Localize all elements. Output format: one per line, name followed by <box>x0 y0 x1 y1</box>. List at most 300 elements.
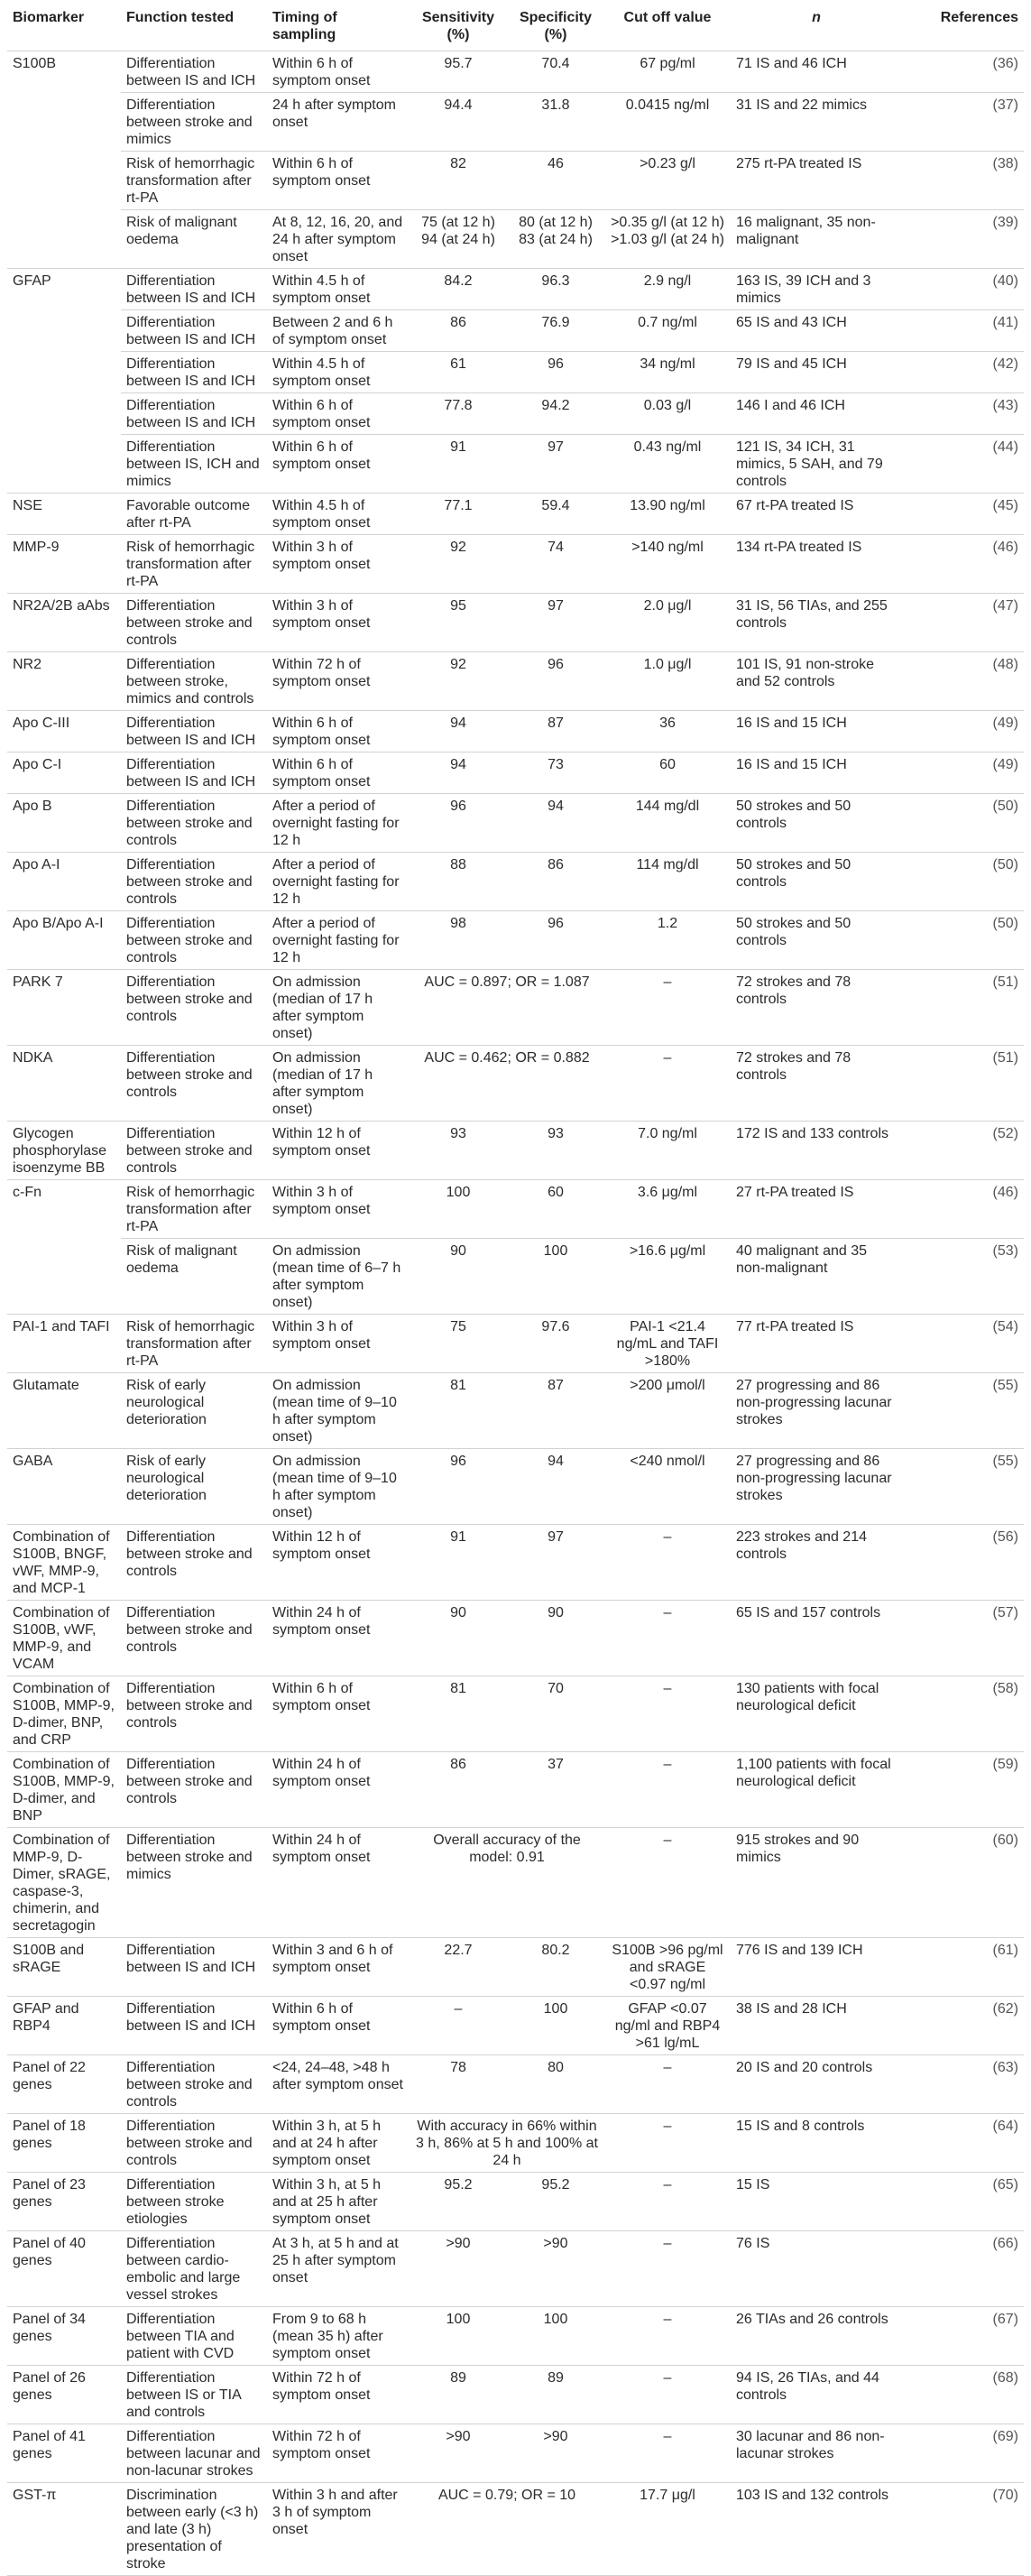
cell-n: 71 IS and 46 ICH <box>731 51 902 93</box>
cell-timing: Within 6 h of symptom onset <box>267 1997 410 2055</box>
cell-cutoff: – <box>604 1676 731 1752</box>
cell-n: 15 IS and 8 controls <box>731 2114 902 2173</box>
cell-reference: (54) <box>902 1315 1024 1373</box>
table-row <box>7 1676 1024 1752</box>
cell-sensitivity: 61 <box>410 352 507 393</box>
table-row <box>7 2114 1024 2173</box>
cell-cutoff: 17.7 μg/l <box>604 2483 731 2576</box>
cell-sensitivity-specificity: AUC = 0.897; OR = 1.087 <box>410 970 604 1046</box>
cell-timing: Within 6 h of symptom onset <box>267 752 410 794</box>
table-row <box>7 853 1024 911</box>
cell-reference: (64) <box>902 2114 1024 2173</box>
cell-reference: (60) <box>902 1828 1024 1938</box>
cell-timing: <24, 24–48, >48 h after symptom onset <box>267 2055 410 2114</box>
cell-biomarker: Panel of 41 genes <box>7 2424 121 2483</box>
cell-sensitivity-specificity: AUC = 0.462; OR = 0.882 <box>410 1046 604 1122</box>
cell-reference: (55) <box>902 1449 1024 1525</box>
cell-timing: At 8, 12, 16, 20, and 24 h after symptom onset <box>267 210 410 269</box>
cell-sensitivity-specificity: AUC = 0.79; OR = 10 <box>410 2483 604 2576</box>
cell-function: Differentiation between IS, ICH and mimics <box>121 435 267 494</box>
table-row <box>7 352 1024 393</box>
cell-reference: (46) <box>902 535 1024 594</box>
cell-sensitivity: 90 <box>410 1239 507 1315</box>
cell-timing: Within 6 h of symptom onset <box>267 51 410 93</box>
table-row <box>7 2483 1024 2576</box>
table-row <box>7 752 1024 794</box>
cell-sensitivity: 82 <box>410 152 507 210</box>
cell-function: Differentiation between stroke and controls <box>121 1601 267 1676</box>
cell-function: Risk of hemorrhagic transformation after rt-PA <box>121 1315 267 1373</box>
table-row <box>7 711 1024 752</box>
cell-biomarker: Panel of 34 genes <box>7 2307 121 2366</box>
cell-specificity: 70 <box>507 1676 604 1752</box>
cell-timing: After a period of overnight fasting for 12 h <box>267 911 410 970</box>
cell-function: Differentiation between stroke and controls <box>121 1046 267 1122</box>
cell-biomarker <box>7 210 121 269</box>
cell-reference: (46) <box>902 1180 1024 1239</box>
cell-biomarker: GST-π <box>7 2483 121 2576</box>
cell-biomarker: S100B and sRAGE <box>7 1938 121 1997</box>
cell-cutoff: – <box>604 2231 731 2307</box>
cell-n: 1,100 patients with focal neurological deficit <box>731 1752 902 1828</box>
cell-reference: (43) <box>902 393 1024 435</box>
cell-function: Discrimination between early (<3 h) and late (3 h) presentation of stroke <box>121 2483 267 2576</box>
cell-cutoff: 13.90 ng/ml <box>604 494 731 535</box>
cell-specificity: 96.3 <box>507 269 604 310</box>
header-function: Function tested <box>126 10 235 25</box>
cell-reference: (61) <box>902 1938 1024 1997</box>
cell-timing: Within 4.5 h of symptom onset <box>267 494 410 535</box>
cell-reference: (52) <box>902 1122 1024 1180</box>
cell-biomarker: Combination of S100B, vWF, MMP-9, and VCAM <box>7 1601 121 1676</box>
cell-cutoff: <240 nmol/l <box>604 1449 731 1525</box>
cell-function: Risk of malignant oedema <box>121 1239 267 1315</box>
cell-sensitivity: 94.4 <box>410 93 507 152</box>
cell-reference: (58) <box>902 1676 1024 1752</box>
cell-cutoff: 0.7 ng/ml <box>604 310 731 352</box>
table-row <box>7 269 1024 310</box>
cell-reference: (42) <box>902 352 1024 393</box>
cell-specificity: 95.2 <box>507 2173 604 2231</box>
header-timing: Timing of sampling <box>272 10 337 42</box>
cell-biomarker: GFAP <box>7 269 121 310</box>
cell-cutoff: PAI-1 <21.4 ng/mL and TAFI >180% <box>604 1315 731 1373</box>
table-header-row <box>7 9 1024 51</box>
cell-biomarker: c-Fn <box>7 1180 121 1239</box>
cell-reference: (56) <box>902 1525 1024 1601</box>
cell-biomarker: Combination of S100B, BNGF, vWF, MMP-9, and MCP-1 <box>7 1525 121 1601</box>
cell-timing: Within 6 h of symptom onset <box>267 1676 410 1752</box>
cell-sensitivity: 100 <box>410 2307 507 2366</box>
cell-biomarker: NSE <box>7 494 121 535</box>
cell-cutoff: – <box>604 1752 731 1828</box>
cell-reference: (36) <box>902 51 1024 93</box>
cell-sensitivity: 91 <box>410 1525 507 1601</box>
cell-timing: Within 3 h, at 5 h and at 25 h after symptom onset <box>267 2173 410 2231</box>
cell-function: Differentiation between stroke and mimics <box>121 1828 267 1938</box>
cell-function: Risk of early neurological deterioration <box>121 1373 267 1449</box>
cell-function: Risk of hemorrhagic transformation after rt-PA <box>121 1180 267 1239</box>
cell-function: Differentiation between IS and ICH <box>121 393 267 435</box>
cell-n: 16 malignant, 35 non-malignant <box>731 210 902 269</box>
cell-function: Differentiation between IS and ICH <box>121 310 267 352</box>
cell-specificity: 100 <box>507 2307 604 2366</box>
cell-specificity: 37 <box>507 1752 604 1828</box>
cell-n: 15 IS <box>731 2173 902 2231</box>
cell-specificity: 59.4 <box>507 494 604 535</box>
cell-n: 16 IS and 15 ICH <box>731 711 902 752</box>
cell-cutoff: 2.0 μg/l <box>604 594 731 652</box>
cell-sensitivity-specificity: With accuracy in 66% within 3 h, 86% at 5 h and 100% at 24 h <box>410 2114 604 2173</box>
cell-n: 38 IS and 28 ICH <box>731 1997 902 2055</box>
cell-cutoff: GFAP <0.07 ng/ml and RBP4 >61 lg/mL <box>604 1997 731 2055</box>
cell-timing: Within 3 h of symptom onset <box>267 1180 410 1239</box>
cell-n: 67 rt-PA treated IS <box>731 494 902 535</box>
cell-biomarker: Apo C-III <box>7 711 121 752</box>
cell-function: Differentiation between stroke and controls <box>121 1525 267 1601</box>
cell-cutoff: >140 ng/ml <box>604 535 731 594</box>
cell-n: 65 IS and 43 ICH <box>731 310 902 352</box>
cell-n: 223 strokes and 214 controls <box>731 1525 902 1601</box>
cell-cutoff: 1.0 μg/l <box>604 652 731 711</box>
cell-cutoff: >0.23 g/l <box>604 152 731 210</box>
cell-sensitivity: 95.2 <box>410 2173 507 2231</box>
cell-reference: (50) <box>902 911 1024 970</box>
cell-cutoff: – <box>604 970 731 1046</box>
cell-biomarker: GFAP and RBP4 <box>7 1997 121 2055</box>
cell-function: Differentiation between stroke and controls <box>121 2114 267 2173</box>
cell-reference: (69) <box>902 2424 1024 2483</box>
cell-biomarker: Apo B/Apo A-I <box>7 911 121 970</box>
table-row <box>7 594 1024 652</box>
cell-n: 40 malignant and 35 non-malignant <box>731 1239 902 1315</box>
cell-specificity: 97 <box>507 1525 604 1601</box>
table-row <box>7 393 1024 435</box>
table-row <box>7 1601 1024 1676</box>
cell-timing: Within 6 h of symptom onset <box>267 711 410 752</box>
cell-n: 776 IS and 139 ICH <box>731 1938 902 1997</box>
cell-biomarker <box>7 352 121 393</box>
cell-biomarker: Combination of S100B, MMP-9, D-dimer, BNP, and CRP <box>7 1676 121 1752</box>
table-row <box>7 51 1024 93</box>
cell-function: Risk of malignant oedema <box>121 210 267 269</box>
cell-function: Differentiation between IS and ICH <box>121 51 267 93</box>
cell-function: Differentiation between stroke etiologies <box>121 2173 267 2231</box>
table-row <box>7 794 1024 853</box>
cell-reference: (53) <box>902 1239 1024 1315</box>
cell-function: Differentiation between stroke and controls <box>121 2055 267 2114</box>
cell-specificity: 31.8 <box>507 93 604 152</box>
table-row <box>7 210 1024 269</box>
cell-cutoff: 2.9 ng/l <box>604 269 731 310</box>
cell-specificity: 89 <box>507 2366 604 2424</box>
cell-timing: Within 24 h of symptom onset <box>267 1828 410 1938</box>
cell-biomarker: GABA <box>7 1449 121 1525</box>
cell-specificity: 94 <box>507 794 604 853</box>
cell-sensitivity: 96 <box>410 794 507 853</box>
table-row <box>7 911 1024 970</box>
cell-cutoff: 1.2 <box>604 911 731 970</box>
cell-n: 275 rt-PA treated IS <box>731 152 902 210</box>
cell-timing: Within 3 and 6 h of symptom onset <box>267 1938 410 1997</box>
cell-timing: Within 72 h of symptom onset <box>267 652 410 711</box>
cell-sensitivity: 95 <box>410 594 507 652</box>
cell-biomarker: S100B <box>7 51 121 93</box>
cell-reference: (44) <box>902 435 1024 494</box>
table-row <box>7 1828 1024 1938</box>
cell-reference: (57) <box>902 1601 1024 1676</box>
cell-timing: Within 24 h of symptom onset <box>267 1601 410 1676</box>
cell-specificity: 96 <box>507 352 604 393</box>
cell-timing: Within 3 h of symptom onset <box>267 594 410 652</box>
cell-n: 94 IS, 26 TIAs, and 44 controls <box>731 2366 902 2424</box>
cell-reference: (47) <box>902 594 1024 652</box>
cell-biomarker: Panel of 26 genes <box>7 2366 121 2424</box>
cell-cutoff: – <box>604 2055 731 2114</box>
cell-biomarker: MMP-9 <box>7 535 121 594</box>
cell-function: Differentiation between stroke and controls <box>121 853 267 911</box>
table-row <box>7 310 1024 352</box>
cell-n: 163 IS, 39 ICH and 3 mimics <box>731 269 902 310</box>
cell-reference: (70) <box>902 2483 1024 2576</box>
cell-specificity: 73 <box>507 752 604 794</box>
table-row <box>7 2231 1024 2307</box>
cell-reference: (45) <box>902 494 1024 535</box>
table-row <box>7 652 1024 711</box>
cell-timing: Within 6 h of symptom onset <box>267 152 410 210</box>
cell-specificity: 100 <box>507 1997 604 2055</box>
cell-n: 103 IS and 132 controls <box>731 2483 902 2576</box>
cell-specificity: 80 <box>507 2055 604 2114</box>
cell-specificity: 80.2 <box>507 1938 604 1997</box>
cell-timing: Within 6 h of symptom onset <box>267 435 410 494</box>
cell-function: Differentiation between stroke and controls <box>121 970 267 1046</box>
cell-reference: (50) <box>902 853 1024 911</box>
cell-cutoff: 0.43 ng/ml <box>604 435 731 494</box>
cell-sensitivity: 75 <box>410 1315 507 1373</box>
cell-n: 172 IS and 133 controls <box>731 1122 902 1180</box>
cell-timing: From 9 to 68 h (mean 35 h) after symptom onset <box>267 2307 410 2366</box>
cell-function: Differentiation between stroke and controls <box>121 794 267 853</box>
cell-reference: (63) <box>902 2055 1024 2114</box>
cell-specificity: 90 <box>507 1601 604 1676</box>
cell-specificity: 60 <box>507 1180 604 1239</box>
table-row <box>7 1938 1024 1997</box>
cell-n: 50 strokes and 50 controls <box>731 853 902 911</box>
cell-function: Differentiation between IS and ICH <box>121 269 267 310</box>
cell-reference: (49) <box>902 752 1024 794</box>
cell-biomarker: Combination of MMP-9, D-Dimer, sRAGE, caspase-3, chimerin, and secretagogin <box>7 1828 121 1938</box>
cell-biomarker: Apo A-I <box>7 853 121 911</box>
cell-sensitivity: >90 <box>410 2424 507 2483</box>
cell-specificity: 70.4 <box>507 51 604 93</box>
cell-timing: 24 h after symptom onset <box>267 93 410 152</box>
biomarker-table <box>7 9 1024 2576</box>
cell-timing: Within 4.5 h of symptom onset <box>267 352 410 393</box>
cell-reference: (38) <box>902 152 1024 210</box>
cell-specificity: 94.2 <box>507 393 604 435</box>
cell-cutoff: >200 μmol/l <box>604 1373 731 1449</box>
cell-sensitivity: 86 <box>410 310 507 352</box>
cell-timing: On admission (mean time of 6–7 h after symptom onset) <box>267 1239 410 1315</box>
cell-cutoff: – <box>604 2424 731 2483</box>
cell-reference: (62) <box>902 1997 1024 2055</box>
cell-specificity: 100 <box>507 1239 604 1315</box>
cell-function: Differentiation between IS or TIA and controls <box>121 2366 267 2424</box>
cell-n: 31 IS and 22 mimics <box>731 93 902 152</box>
header-specificity: Specificity (%) <box>519 10 593 42</box>
cell-sensitivity: 77.8 <box>410 393 507 435</box>
table-row <box>7 1122 1024 1180</box>
table-row <box>7 1752 1024 1828</box>
cell-timing: Within 12 h of symptom onset <box>267 1525 410 1601</box>
cell-timing: Within 4.5 h of symptom onset <box>267 269 410 310</box>
table-row <box>7 435 1024 494</box>
cell-sensitivity: – <box>410 1997 507 2055</box>
cell-specificity: >90 <box>507 2424 604 2483</box>
table-row <box>7 1525 1024 1601</box>
cell-cutoff: 114 mg/dl <box>604 853 731 911</box>
cell-reference: (51) <box>902 1046 1024 1122</box>
cell-specificity: 97 <box>507 435 604 494</box>
table-row <box>7 2424 1024 2483</box>
cell-n: 72 strokes and 78 controls <box>731 1046 902 1122</box>
table-row <box>7 970 1024 1046</box>
cell-function: Differentiation between stroke and controls <box>121 911 267 970</box>
cell-biomarker: NR2 <box>7 652 121 711</box>
cell-reference: (49) <box>902 711 1024 752</box>
cell-reference: (39) <box>902 210 1024 269</box>
cell-reference: (66) <box>902 2231 1024 2307</box>
cell-cutoff: 67 pg/ml <box>604 51 731 93</box>
table-row <box>7 152 1024 210</box>
cell-timing: On admission (mean time of 9–10 h after symptom onset) <box>267 1449 410 1525</box>
cell-function: Risk of hemorrhagic transformation after rt-PA <box>121 535 267 594</box>
cell-n: 65 IS and 157 controls <box>731 1601 902 1676</box>
cell-sensitivity: 95.7 <box>410 51 507 93</box>
cell-n: 72 strokes and 78 controls <box>731 970 902 1046</box>
cell-cutoff: 0.03 g/l <box>604 393 731 435</box>
table-row <box>7 2055 1024 2114</box>
cell-function: Risk of hemorrhagic transformation after rt-PA <box>121 152 267 210</box>
cell-timing: After a period of overnight fasting for 12 h <box>267 853 410 911</box>
cell-n: 915 strokes and 90 mimics <box>731 1828 902 1938</box>
cell-n: 27 rt-PA treated IS <box>731 1180 902 1239</box>
header-sensitivity: Sensitivity (%) <box>421 10 495 42</box>
cell-sensitivity: 84.2 <box>410 269 507 310</box>
cell-sensitivity: 86 <box>410 1752 507 1828</box>
table-row <box>7 2173 1024 2231</box>
cell-specificity: 80 (at 12 h) 83 (at 24 h) <box>507 210 604 269</box>
cell-biomarker <box>7 310 121 352</box>
cell-sensitivity: 98 <box>410 911 507 970</box>
cell-sensitivity: 93 <box>410 1122 507 1180</box>
cell-sensitivity: 90 <box>410 1601 507 1676</box>
cell-specificity: 87 <box>507 1373 604 1449</box>
cell-reference: (50) <box>902 794 1024 853</box>
cell-sensitivity: 96 <box>410 1449 507 1525</box>
table-row <box>7 494 1024 535</box>
cell-timing: Within 3 h and after 3 h of symptom onset <box>267 2483 410 2576</box>
cell-cutoff: – <box>604 1601 731 1676</box>
cell-sensitivity: 81 <box>410 1373 507 1449</box>
cell-cutoff: 36 <box>604 711 731 752</box>
cell-cutoff: 7.0 ng/ml <box>604 1122 731 1180</box>
cell-function: Differentiation between stroke and mimics <box>121 93 267 152</box>
cell-n: 16 IS and 15 ICH <box>731 752 902 794</box>
cell-cutoff: – <box>604 1525 731 1601</box>
cell-reference: (68) <box>902 2366 1024 2424</box>
cell-n: 146 I and 46 ICH <box>731 393 902 435</box>
cell-specificity: 76.9 <box>507 310 604 352</box>
cell-function: Risk of early neurological deterioration <box>121 1449 267 1525</box>
cell-cutoff: >0.35 g/l (at 12 h) >1.03 g/l (at 24 h) <box>604 210 731 269</box>
cell-specificity: 86 <box>507 853 604 911</box>
cell-cutoff: – <box>604 2114 731 2173</box>
cell-biomarker: Apo C-I <box>7 752 121 794</box>
cell-n: 134 rt-PA treated IS <box>731 535 902 594</box>
cell-reference: (48) <box>902 652 1024 711</box>
cell-n: 30 lacunar and 86 non-lacunar strokes <box>731 2424 902 2483</box>
cell-reference: (37) <box>902 93 1024 152</box>
cell-cutoff: S100B >96 pg/ml and sRAGE <0.97 ng/ml <box>604 1938 731 1997</box>
cell-biomarker: Combination of S100B, MMP-9, D-dimer, and BNP <box>7 1752 121 1828</box>
table-row <box>7 1046 1024 1122</box>
cell-cutoff: – <box>604 1828 731 1938</box>
cell-biomarker <box>7 93 121 152</box>
table-body <box>7 51 1024 2576</box>
cell-sensitivity: 22.7 <box>410 1938 507 1997</box>
cell-biomarker: Panel of 40 genes <box>7 2231 121 2307</box>
table-row <box>7 2366 1024 2424</box>
table-row <box>7 1239 1024 1315</box>
cell-timing: On admission (mean time of 9–10 h after symptom onset) <box>267 1373 410 1449</box>
cell-specificity: >90 <box>507 2231 604 2307</box>
cell-sensitivity: 88 <box>410 853 507 911</box>
cell-sensitivity: 94 <box>410 752 507 794</box>
cell-n: 77 rt-PA treated IS <box>731 1315 902 1373</box>
cell-sensitivity: 92 <box>410 535 507 594</box>
cell-n: 26 TIAs and 26 controls <box>731 2307 902 2366</box>
cell-reference: (55) <box>902 1373 1024 1449</box>
table-row <box>7 2307 1024 2366</box>
cell-function: Differentiation between IS and ICH <box>121 1997 267 2055</box>
header-n: n <box>812 10 821 25</box>
cell-n: 79 IS and 45 ICH <box>731 352 902 393</box>
cell-cutoff: >16.6 μg/ml <box>604 1239 731 1315</box>
cell-function: Differentiation between stroke and controls <box>121 1752 267 1828</box>
cell-cutoff: – <box>604 2366 731 2424</box>
cell-specificity: 93 <box>507 1122 604 1180</box>
header-biomarker: Biomarker <box>13 10 85 25</box>
cell-timing: On admission (median of 17 h after symptom onset) <box>267 1046 410 1122</box>
cell-specificity: 94 <box>507 1449 604 1525</box>
cell-biomarker: Panel of 22 genes <box>7 2055 121 2114</box>
cell-sensitivity: 94 <box>410 711 507 752</box>
cell-n: 27 progressing and 86 non-progressing lacunar strokes <box>731 1449 902 1525</box>
cell-n: 27 progressing and 86 non-progressing lacunar strokes <box>731 1373 902 1449</box>
cell-timing: Within 72 h of symptom onset <box>267 2366 410 2424</box>
cell-cutoff: – <box>604 1046 731 1122</box>
cell-timing: On admission (median of 17 h after symptom onset) <box>267 970 410 1046</box>
cell-biomarker: NDKA <box>7 1046 121 1122</box>
cell-timing: At 3 h, at 5 h and at 25 h after symptom onset <box>267 2231 410 2307</box>
cell-biomarker: NR2A/2B aAbs <box>7 594 121 652</box>
cell-timing: Within 3 h of symptom onset <box>267 535 410 594</box>
cell-biomarker: PARK 7 <box>7 970 121 1046</box>
cell-sensitivity: 100 <box>410 1180 507 1239</box>
cell-function: Differentiation between stroke and controls <box>121 594 267 652</box>
